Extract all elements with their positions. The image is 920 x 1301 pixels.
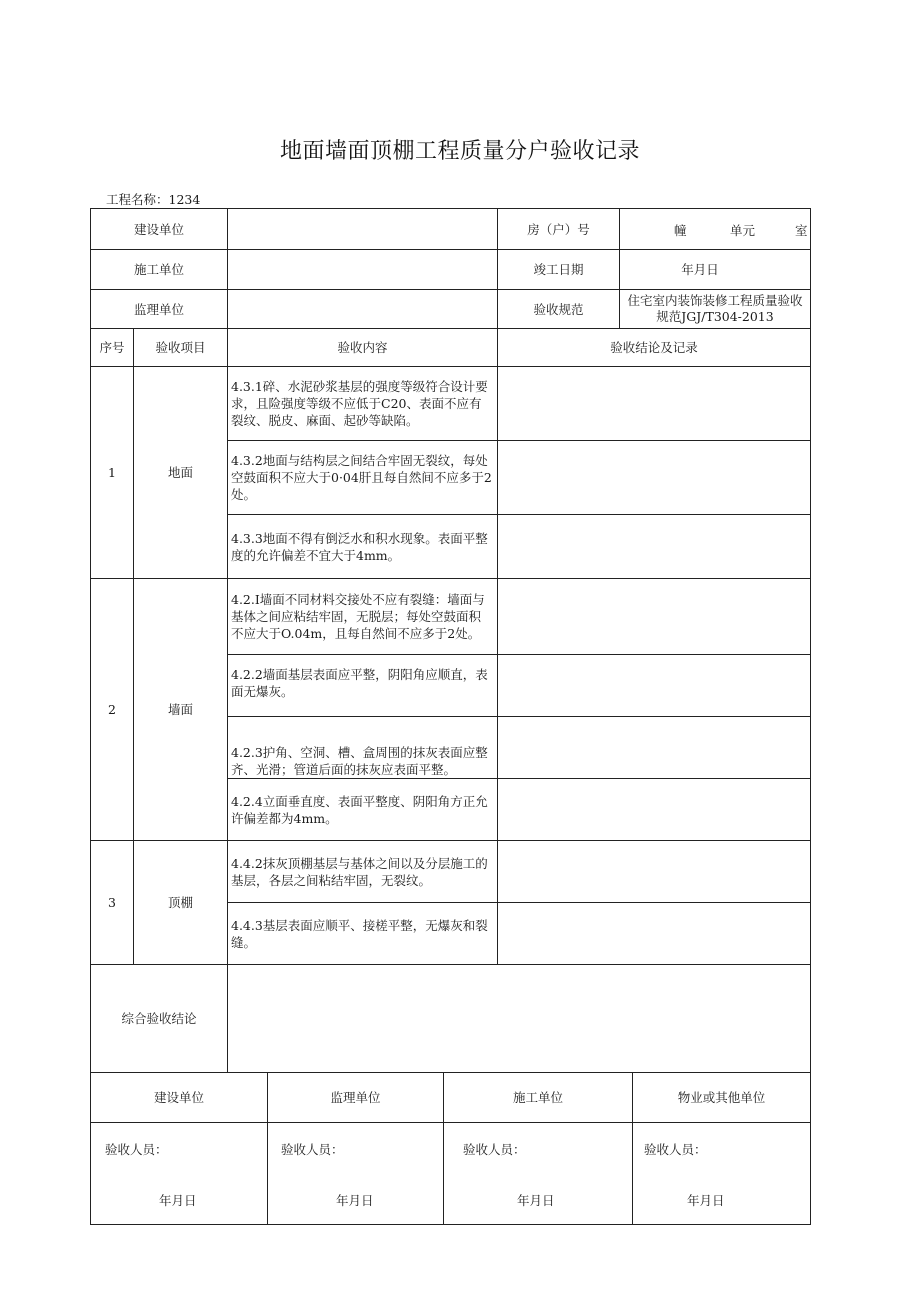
inspection-content: 4.2.3护角、空洞、槽、盒周围的抹灰表面应整齐、光滑；管道后面的抹灰应表面平整。: [231, 745, 488, 777]
inspector-label: 验收人员：: [281, 1142, 344, 1157]
inspection-content: 4.2.I墙面不同材料交接处不应有裂缝：墙面与基体之间应粘结牢固，无脱层；每处空鼓面积不应大于O.04m，且每自然间不应多于2处。: [231, 592, 485, 641]
signature-date: 年月日: [159, 1193, 197, 1208]
inspection-result-input[interactable]: [498, 779, 810, 840]
table-border-right: [810, 208, 811, 1225]
inspection-result-input[interactable]: [498, 841, 810, 902]
page-title: 地面墙面顶棚工程质量分户验收记录: [279, 139, 640, 164]
house-no-label: 房（户）号: [527, 221, 590, 237]
signature-date: 年月日: [336, 1193, 374, 1208]
group-item: 墙面: [167, 702, 193, 717]
inspection-result-input[interactable]: [498, 515, 810, 578]
inspector-label: 验收人员：: [644, 1142, 707, 1157]
inspection-result-input[interactable]: [498, 655, 810, 716]
inspection-content: 4.4.2抹灰顶棚基层与基体之间以及分层施工的基层，各层之间粘结牢固，无裂纹。: [231, 855, 488, 888]
signature-unit-builder: 施工单位: [512, 1090, 563, 1105]
column-header-item: 验收项目: [155, 340, 206, 355]
standard-value: 住宅室内装饰装修工程质量验收规范JGJ/T304-2013: [627, 293, 803, 324]
house-no-building: 幢: [674, 223, 687, 238]
inspection-content: 4.3.3地面不得有倒泛水和积水现象。表面平整度的允许偏差不宜大于4mm。: [231, 530, 488, 563]
construction-unit-label: 建设单位: [133, 221, 184, 237]
builder-unit-label: 施工单位: [133, 262, 184, 277]
conclusion-label: 综合验收结论: [121, 1011, 197, 1026]
signature-date: 年月日: [687, 1193, 725, 1208]
inspector-label: 验收人员：: [105, 1142, 168, 1157]
inspection-result-input[interactable]: [498, 367, 810, 440]
column-header-no: 序号: [99, 340, 125, 355]
inspection-content: 4.3.2地面与结构层之间结合牢固无裂纹，每处空鼓面积不应大于0·04肝且每自然间不应多于2处。: [231, 453, 492, 502]
group-no: 1: [108, 465, 116, 480]
inspection-result-input[interactable]: [498, 717, 810, 778]
standard-label: 验收规范: [533, 301, 584, 317]
inspection-content: 4.4.3基层表面应顺平、接槎平整，无爆灰和裂缝。: [231, 917, 488, 950]
table-border-bottom: [90, 1224, 810, 1225]
project-name-value: 1234: [168, 192, 201, 207]
supervision-unit-value: [228, 290, 497, 328]
builder-unit-value: [228, 250, 497, 289]
column-header-content: 验收内容: [337, 340, 388, 355]
inspection-result-input[interactable]: [498, 441, 810, 514]
group-no: 2: [108, 702, 116, 717]
completion-date-label: 竣工日期: [533, 262, 584, 277]
group-no: 3: [108, 895, 116, 910]
construction-unit-value: [228, 209, 497, 249]
group-item: 地面: [167, 465, 193, 480]
inspection-result-input[interactable]: [498, 579, 810, 654]
inspection-content: 4.2.4立面垂直度、表面平整度、阴阳角方正允许偏差都为4mm。: [231, 793, 488, 826]
inspection-content: 4.2.2墙面基层表面应平整，阴阳角应顺直，表面无爆灰。: [231, 667, 488, 699]
conclusion-input[interactable]: [228, 965, 810, 1072]
supervision-unit-label: 监理单位: [133, 301, 184, 317]
inspection-content: 4.3.1碎、水泥砂浆基层的强度等级符合设计要求，且险强度等级不应低于C20、表面不应有裂纹、脱皮、麻面、起砂等缺陷。: [231, 379, 488, 428]
signature-unit-property: 物业或其他单位: [677, 1090, 766, 1105]
signature-unit-supervision: 监理单位: [330, 1090, 381, 1105]
inspector-label: 验收人员：: [463, 1142, 526, 1157]
house-no-unit: 单元: [730, 223, 756, 238]
house-no-room: 室: [795, 223, 808, 238]
completion-date-value: 年月日: [681, 262, 719, 277]
signature-unit-construction: 建设单位: [153, 1090, 204, 1105]
signature-date: 年月日: [517, 1193, 555, 1208]
project-name: [106, 190, 200, 208]
project-name-label: 工程名称：: [106, 192, 169, 207]
column-header-result: 验收结论及记录: [610, 340, 698, 355]
table-rule: [90, 1122, 810, 1123]
inspection-result-input[interactable]: [498, 903, 810, 964]
group-item: 顶棚: [167, 895, 193, 910]
